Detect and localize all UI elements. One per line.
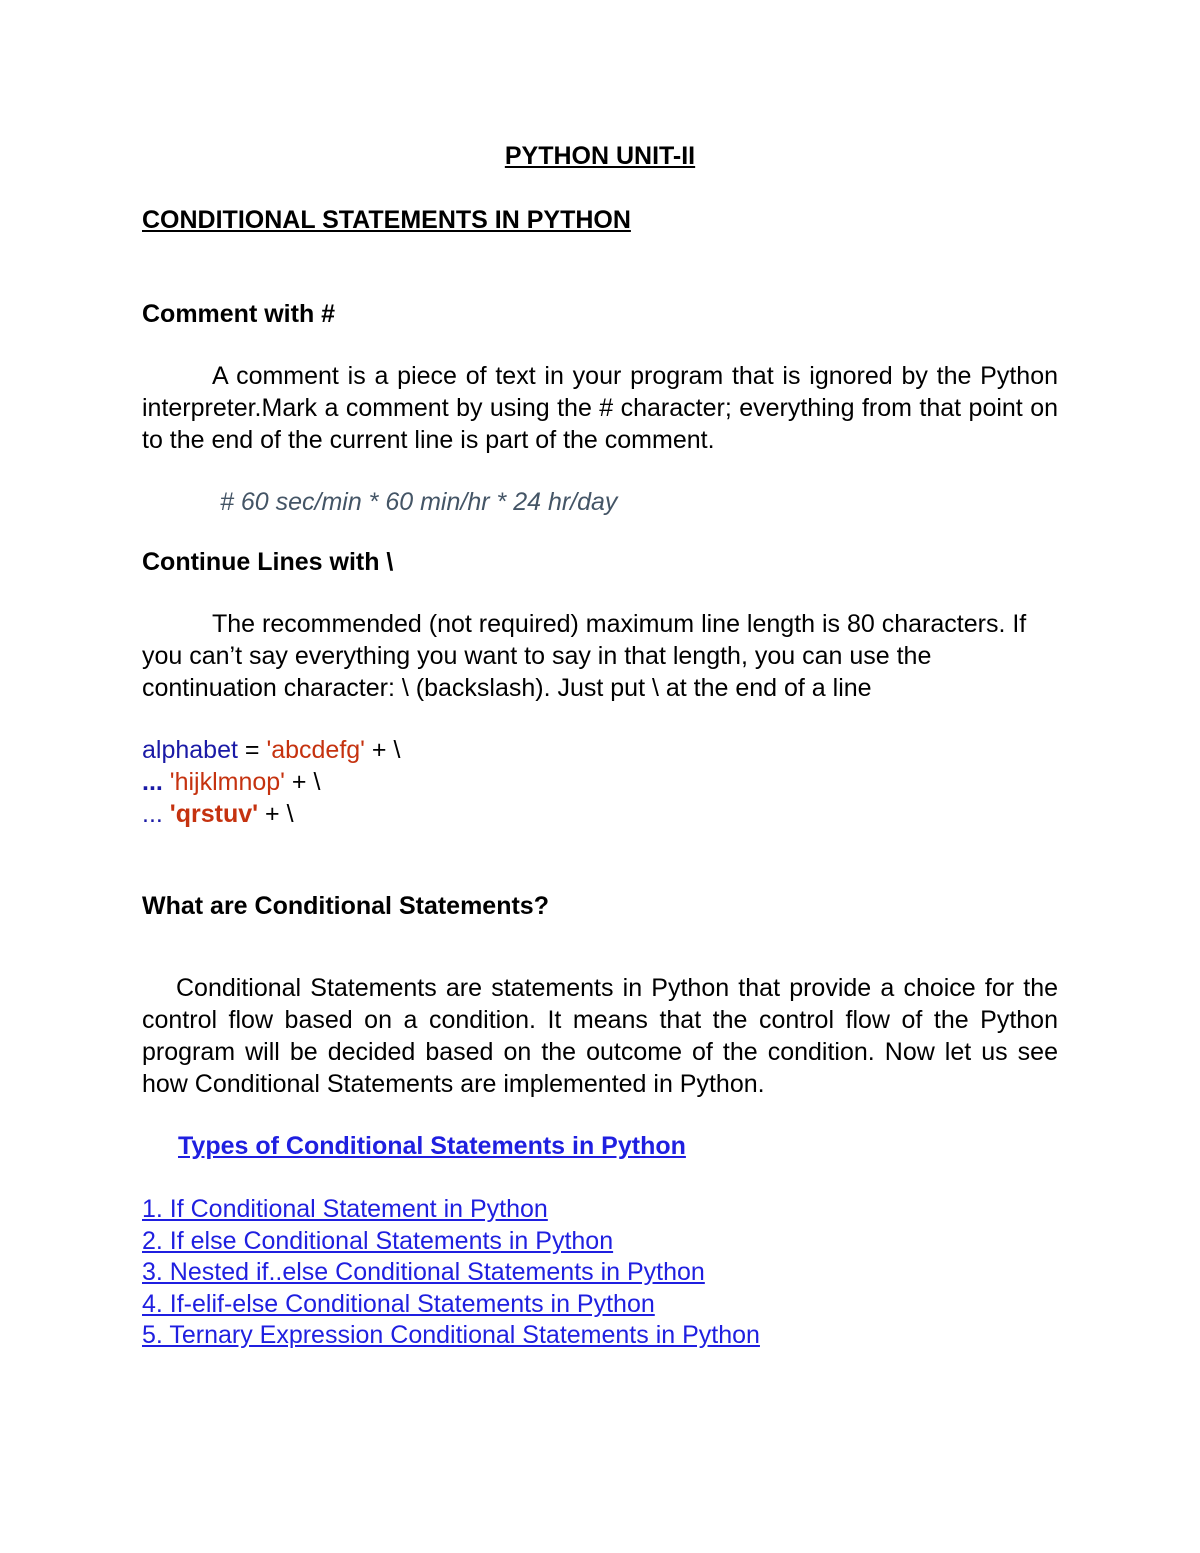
link-ternary-expression-statement[interactable]: 5. Ternary Expression Conditional Statements in Python	[142, 1321, 760, 1349]
link-if-statement[interactable]: 1. If Conditional Statement in Python	[142, 1195, 548, 1223]
document-title: PYTHON UNIT-II	[504, 142, 696, 170]
code-continuation: + \	[364, 736, 401, 764]
code-continuation: + \	[258, 800, 294, 828]
code-continuation: + \	[284, 768, 321, 796]
types-heading-wrap	[142, 1130, 1058, 1162]
section-heading-continue: Continue Lines with \	[142, 548, 394, 576]
list-item	[142, 1289, 1058, 1321]
document-content	[142, 140, 1058, 1352]
section-paragraph-continue: The recommended (not required) maximum line length is 80 characters. If you can’t say everything you want to say in that length, you can use the continuation character: \ (backslash). Just put \ at the end of a line	[142, 610, 1027, 702]
section-paragraph-what: Conditional Statements are statements in Python that provide a choice for the control flow based on a condition. It means that the control flow of the Python program will be decided based on the outcome of the condition. Now let us see how Conditional Statements are implemented in Python.	[142, 974, 1058, 1098]
link-nested-if-else-statement[interactable]: 3. Nested if..else Conditional Statements in Python	[142, 1258, 705, 1286]
code-string: 'qrstuv'	[162, 800, 259, 828]
code-prompt-dots: ...	[142, 800, 163, 828]
list-item	[142, 1257, 1058, 1289]
code-operator: =	[237, 736, 267, 764]
section-heading-what: What are Conditional Statements?	[142, 892, 549, 920]
comment-example: # 60 sec/min * 60 min/hr * 24 hr/day	[220, 488, 618, 516]
code-string: 'hijklmnop'	[162, 768, 285, 796]
section-paragraph-comment: A comment is a piece of text in your program that is ignored by the Python interpreter.Mark a comment by using the # character; everything from that point on to the end of the current line is part of the comment.	[142, 362, 1058, 454]
code-prompt-dots: ...	[142, 768, 163, 796]
code-string: 'abcdefg'	[266, 736, 365, 764]
link-if-elif-else-statement[interactable]: 4. If-elif-else Conditional Statements in Python	[142, 1289, 655, 1318]
code-line-1	[142, 734, 1058, 766]
code-example-block	[142, 734, 1058, 830]
list-item	[142, 1226, 1058, 1258]
code-line-3	[142, 798, 1058, 830]
code-line-2	[142, 766, 1058, 798]
code-variable: alphabet	[142, 736, 238, 764]
list-item	[142, 1320, 1058, 1352]
list-item	[142, 1194, 1058, 1226]
section-heading-comment: Comment with #	[142, 300, 336, 328]
types-link-list	[142, 1194, 1058, 1352]
document-subtitle: CONDITIONAL STATEMENTS IN PYTHON	[142, 206, 631, 234]
types-heading-link[interactable]: Types of Conditional Statements in Python	[178, 1132, 686, 1160]
link-if-else-statement[interactable]: 2. If else Conditional Statements in Python	[142, 1226, 614, 1255]
